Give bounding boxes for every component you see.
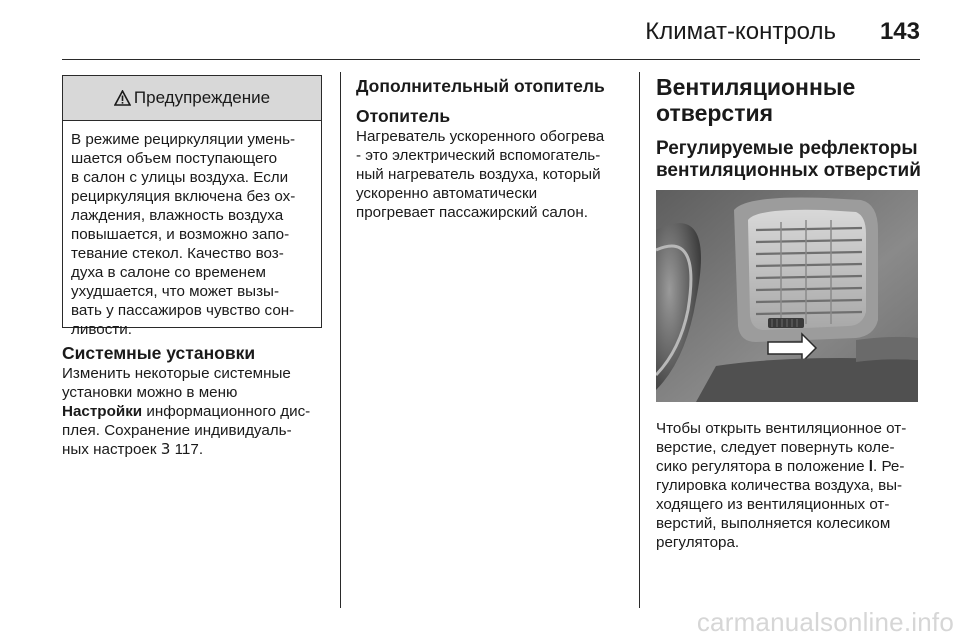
warning-line: ливости. [71, 321, 132, 338]
warning-triangle-icon [114, 90, 131, 106]
heater-line: ускоренно автоматически [356, 185, 538, 202]
auxiliary-heater-section [356, 76, 638, 222]
auxiliary-heater-heading: Дополнительный отопитель [356, 76, 605, 96]
warning-line: лаждения, влажность воздуха [71, 207, 284, 224]
header-divider [62, 59, 920, 60]
vent-instruction-line: верстий, выполняется колесиком [656, 515, 891, 532]
air-vent-illustration [656, 190, 918, 402]
column-divider-left [340, 72, 341, 608]
air-vent-photo [656, 190, 918, 402]
vent-instruction-line: верстие, следует повернуть коле- [656, 439, 895, 456]
heater-line: прогревает пассажирский салон. [356, 204, 588, 221]
system-settings-line: ных настроек 3 117. [62, 440, 204, 458]
system-settings-line: плея. Сохранение индивидуаль- [62, 422, 292, 439]
adjustable-vents-subheading-line: Регулируемые рефлекторы [656, 138, 918, 159]
warning-header [63, 76, 321, 121]
system-settings-section [62, 343, 332, 459]
air-vents-section-header [656, 74, 926, 182]
system-settings-line: установки можно в меню [62, 384, 238, 401]
chapter-title: Климат-контроль [645, 18, 836, 45]
page-reference-arrow-icon: 3 [160, 440, 171, 458]
system-settings-line: Настройки информационного дис- [62, 403, 311, 420]
air-vents-heading-line: отверстия [656, 100, 774, 126]
heater-line: ный нагреватель воздуха, который [356, 166, 601, 183]
vent-instruction-line: ходящего из вентиляционных от- [656, 496, 890, 513]
page-reference-number: 117. [170, 441, 204, 458]
vent-instruction-line: регулятора. [656, 534, 740, 551]
page-number: 143 [879, 18, 920, 45]
heater-line: - это электрический вспомогатель- [356, 147, 601, 164]
warning-line: ухудшается, что может вызы- [71, 283, 280, 300]
warning-line: в салон с улицы воздуха. Если [71, 169, 289, 186]
adjustable-vents-subheading-line: вентиляционных отверстий [656, 160, 921, 181]
vent-instruction-line: гулировка количества воздуха, вы- [656, 477, 903, 494]
warning-line: вать у пассажиров чувство сон- [71, 302, 295, 319]
warning-line: повышается, и возможно запо- [71, 226, 290, 243]
warning-line: В режиме рециркуляции умень- [71, 131, 296, 148]
vent-instruction-line: сико регулятора в положение l. Ре- [656, 458, 905, 475]
system-settings-line: Изменить некоторые системные [62, 365, 291, 382]
air-vents-heading-line: Вентиляционные [656, 74, 856, 100]
warning-title: Предупреждение [133, 88, 271, 107]
warning-line: шается объем поступающего [71, 150, 278, 167]
heater-subheading: Отопитель [356, 106, 451, 126]
warning-line: рециркуляция включена без ох- [71, 188, 296, 205]
warning-box [62, 75, 322, 338]
warning-line: духа в салоне со временем [71, 264, 266, 281]
warning-text [63, 121, 321, 339]
heater-line: Нагреватель ускоренного обогрева [356, 128, 605, 145]
system-settings-heading: Системные установки [62, 343, 256, 363]
watermark: carmanualsonline.info [696, 607, 954, 637]
vent-instruction-line: Чтобы открыть вентиляционное от- [656, 420, 907, 437]
column-divider-right [639, 72, 640, 608]
settings-menu-name: Настройки [62, 403, 143, 420]
open-position-symbol: l [868, 458, 873, 475]
vent-instruction-paragraph [656, 419, 931, 552]
warning-line: тевание стекол. Качество воз- [71, 245, 284, 262]
